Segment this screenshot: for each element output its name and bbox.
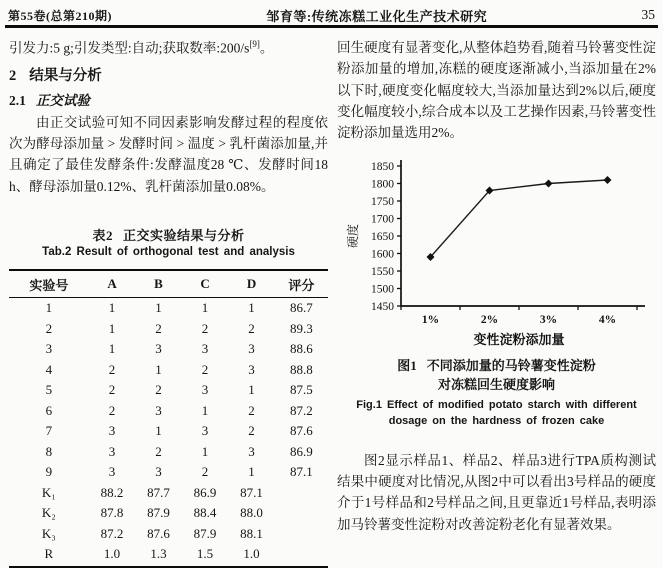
table-cell: 87.1 xyxy=(290,464,313,480)
table-cell: 2 xyxy=(201,464,209,480)
table-header-cell: B xyxy=(154,276,163,292)
table-row xyxy=(9,380,328,401)
table-cell: 2 xyxy=(155,320,162,336)
chart-y-tick-label: 1850 xyxy=(371,160,394,173)
table-cell: 6 xyxy=(45,402,53,418)
figure-caption-number: 图1 xyxy=(397,357,417,373)
figure-caption-en-line2: dosage on the hardness of frozen cake xyxy=(388,415,605,428)
intro-line xyxy=(9,37,328,59)
table-cell: 88.8 xyxy=(290,361,313,377)
table-cell: 3 xyxy=(155,464,162,480)
chart-x-tick-label: 2% xyxy=(480,313,499,326)
volume-info: 第55卷(总第210期) xyxy=(8,8,112,23)
table-header-cell: C xyxy=(200,276,210,292)
table-cell: 87.6 xyxy=(147,525,170,541)
table-cell: 2 xyxy=(155,382,162,398)
chart-y-tick-label: 1450 xyxy=(371,300,394,313)
table-cell: 1 xyxy=(201,402,209,418)
chart-x-tick-label: 1% xyxy=(421,313,440,326)
table-cell: 88.2 xyxy=(100,484,124,500)
table-row xyxy=(9,339,328,360)
tpa-paragraph: 图2显示样品1、样品2、样品3进行TPA质构测试结果中硬度对比情况,从图2中可以看出3号样品的硬度介于1号样品和2号样品之间,且更靠近1号样品,表明添加马铃薯变性淀粉对改善淀粉老化有显著效果。 xyxy=(337,452,656,532)
table-row xyxy=(9,319,328,340)
table-cell: 1 xyxy=(108,341,116,357)
table-row xyxy=(9,442,328,463)
table-cell: 3 xyxy=(248,361,255,377)
table-cell: 2 xyxy=(108,361,116,377)
table-cell: 87.5 xyxy=(290,382,313,398)
table-header-cell: 评分 xyxy=(288,277,315,293)
table-cell: 1 xyxy=(248,382,255,398)
figure-caption-en-line1: Fig.1 Effect of modified potato starch with different xyxy=(356,398,637,411)
table-caption-title: 正交实验结果与分析 xyxy=(123,228,245,244)
hardness-line-chart xyxy=(343,154,649,352)
table-cell: 5 xyxy=(45,382,53,398)
table-cell: R xyxy=(44,546,54,562)
table-cell: 1 xyxy=(155,423,162,439)
table-cell: 2 xyxy=(45,320,53,336)
chart-xlabel: 变性淀粉添加量 xyxy=(473,331,565,347)
table-cell: 88.0 xyxy=(240,505,263,521)
hardness-paragraph: 回生硬度有显著变化,从整体趋势看,随着马铃薯变性淀粉添加量的增加,冻糕的硬度逐渐减小,当添加量在2%以下时,硬度变化幅度较大,当添加量达到2%以后,硬度变化幅度较小,综合成本以及工艺操作因素,马铃薯变性淀粉添加量选用2%。 xyxy=(337,40,656,141)
table-cell: 2 xyxy=(108,402,116,418)
table-row xyxy=(9,401,328,422)
table-cell: 2 xyxy=(155,443,162,459)
chart-y-tick-label: 1800 xyxy=(371,178,394,191)
table-header-cell: A xyxy=(107,276,117,292)
table-cell: 1 xyxy=(248,464,255,480)
table-cell: 2 xyxy=(248,320,255,336)
chart-x-tick-label: 3% xyxy=(539,313,558,326)
table-cell: 3 xyxy=(201,382,209,398)
table-header-cell: D xyxy=(246,276,257,292)
table-row xyxy=(9,503,328,524)
table-cell: 3 xyxy=(108,443,116,459)
section-heading xyxy=(9,64,328,85)
table-cell: 2 xyxy=(248,423,255,439)
table-cell: 87.9 xyxy=(193,525,217,541)
table-cell: 88.6 xyxy=(290,341,313,357)
figure-caption-cn-line2: 对冻糕回生硬度影响 xyxy=(437,377,555,393)
table-cell: 86.9 xyxy=(290,443,313,459)
table-row xyxy=(9,421,328,442)
right-column xyxy=(337,37,656,535)
chart-line xyxy=(431,180,608,257)
table-cell: 1.3 xyxy=(150,546,167,562)
running-title: 邹育等:传统冻糕工业化生产技术研究 xyxy=(266,8,488,24)
section-number: 2 xyxy=(9,67,17,84)
chart-y-tick-label: 1550 xyxy=(371,265,394,278)
table-cell: 89.3 xyxy=(290,320,313,336)
chart-y-tick-label: 1500 xyxy=(371,283,394,296)
table-cell: 87.8 xyxy=(100,505,124,521)
table-cell: 1.0 xyxy=(243,546,260,562)
table-caption-en: Tab.2 Result of orthogonal test and analysis xyxy=(42,246,295,259)
citation-superscript: [9] xyxy=(249,39,260,49)
table-cell: 2 xyxy=(108,382,116,398)
table-cell: 3 xyxy=(201,423,209,439)
table-cell: 87.2 xyxy=(100,525,124,541)
table-header-row xyxy=(9,270,328,298)
table-cell: 87.9 xyxy=(147,505,170,521)
chart-point xyxy=(545,179,553,187)
table-cell: 3 xyxy=(45,341,53,357)
table-cell: 7 xyxy=(45,423,53,439)
table-row xyxy=(9,524,328,545)
figure-caption-cn-line1 xyxy=(337,356,656,376)
table-row xyxy=(9,483,328,504)
table-cell: 1 xyxy=(45,300,53,316)
table-cell: 1 xyxy=(248,300,255,316)
table-cell xyxy=(275,503,328,524)
intro-period: 。 xyxy=(259,40,274,56)
table-block xyxy=(9,225,328,568)
table-cell xyxy=(275,483,328,504)
table-cell: 1 xyxy=(108,300,116,316)
table-cell xyxy=(275,524,328,545)
chart-y-tick-label: 1750 xyxy=(371,195,394,208)
left-column xyxy=(9,37,328,568)
chart-y-tick-label: 1700 xyxy=(371,213,394,226)
table-caption-number: 表2 xyxy=(92,228,113,244)
table-cell: 3 xyxy=(248,341,255,357)
chart-y-tick-label: 1650 xyxy=(371,230,394,243)
table-cell: 1.5 xyxy=(196,546,214,562)
table-cell: 1.0 xyxy=(103,546,121,562)
table-cell: 87.7 xyxy=(147,484,170,500)
table-row xyxy=(9,360,328,381)
subsection-title: 正交试验 xyxy=(35,92,90,108)
table-cell: K₂ xyxy=(41,505,56,521)
table-cell: 3 xyxy=(155,341,162,357)
table-cell: 1 xyxy=(108,320,116,336)
table-cell: 2 xyxy=(248,402,255,418)
chart-y-tick-label: 1600 xyxy=(371,248,394,261)
figure-1-block xyxy=(337,154,656,430)
section-title: 结果与分析 xyxy=(29,67,102,84)
table-row xyxy=(9,544,328,567)
table-cell: 3 xyxy=(108,464,116,480)
chart-svg xyxy=(343,154,649,352)
table-body xyxy=(9,298,328,568)
table-cell: K₁ xyxy=(41,484,56,500)
table-cell: 2 xyxy=(201,320,209,336)
table-cell: 1 xyxy=(201,300,209,316)
page-header xyxy=(8,6,655,24)
table-cell: 87.1 xyxy=(240,484,263,500)
table-row xyxy=(9,462,328,483)
table-cell: 88.1 xyxy=(240,525,263,541)
subsection-number: 2.1 xyxy=(9,92,26,108)
table-cell: 87.2 xyxy=(290,402,313,418)
table-cell: 3 xyxy=(155,402,162,418)
table-cell: 86.7 xyxy=(290,300,313,316)
table-header-cell: 实验号 xyxy=(29,277,69,293)
table-cell: 3 xyxy=(108,423,116,439)
table-cell: 87.6 xyxy=(290,423,313,439)
chart-x-tick-label: 4% xyxy=(598,313,617,326)
chart-point xyxy=(604,176,612,184)
figure-caption-cn-text: 不同添加量的马铃薯变性淀粉 xyxy=(426,357,596,373)
chart-ylabel: 硬度 xyxy=(346,223,360,248)
subsection-heading xyxy=(9,89,328,109)
figure-caption-cn xyxy=(337,356,656,395)
table-cell: 4 xyxy=(45,361,53,377)
table-cell: 9 xyxy=(45,464,53,480)
table-cell: 2 xyxy=(201,361,209,377)
figure-caption-en xyxy=(337,397,656,430)
page-number: 35 xyxy=(641,7,655,22)
table-cell xyxy=(275,544,328,567)
orthogonal-paragraph: 由正交试验可知不同因素影响发酵过程的程度依次为酵母添加量 > 发酵时间 > 温度 > 乳杆菌添加量,并且确定了最佳发酵条件:发酵温度28 ℃、发酵时间18 h、酵母添加量0.12%、乳杆菌添加量0.08%。 xyxy=(9,114,328,194)
table-cell: 1 xyxy=(155,361,162,377)
table-cell: 3 xyxy=(248,443,255,459)
header-rule xyxy=(5,25,658,28)
table-cell: 88.4 xyxy=(193,505,217,521)
table-cell: 3 xyxy=(201,341,209,357)
table-cell: 86.9 xyxy=(193,484,217,500)
table-cell: 8 xyxy=(45,443,53,459)
table-cell: 1 xyxy=(155,300,162,316)
orthogonal-results-table xyxy=(9,269,328,568)
intro-text: 引发力:5 g;引发类型:自动;获取数率:200/s xyxy=(9,40,250,56)
table-head xyxy=(9,270,328,298)
table-cell: 1 xyxy=(201,443,209,459)
table-cell: K₃ xyxy=(41,525,56,541)
table-caption-cn xyxy=(9,225,328,244)
table-row xyxy=(9,298,328,319)
